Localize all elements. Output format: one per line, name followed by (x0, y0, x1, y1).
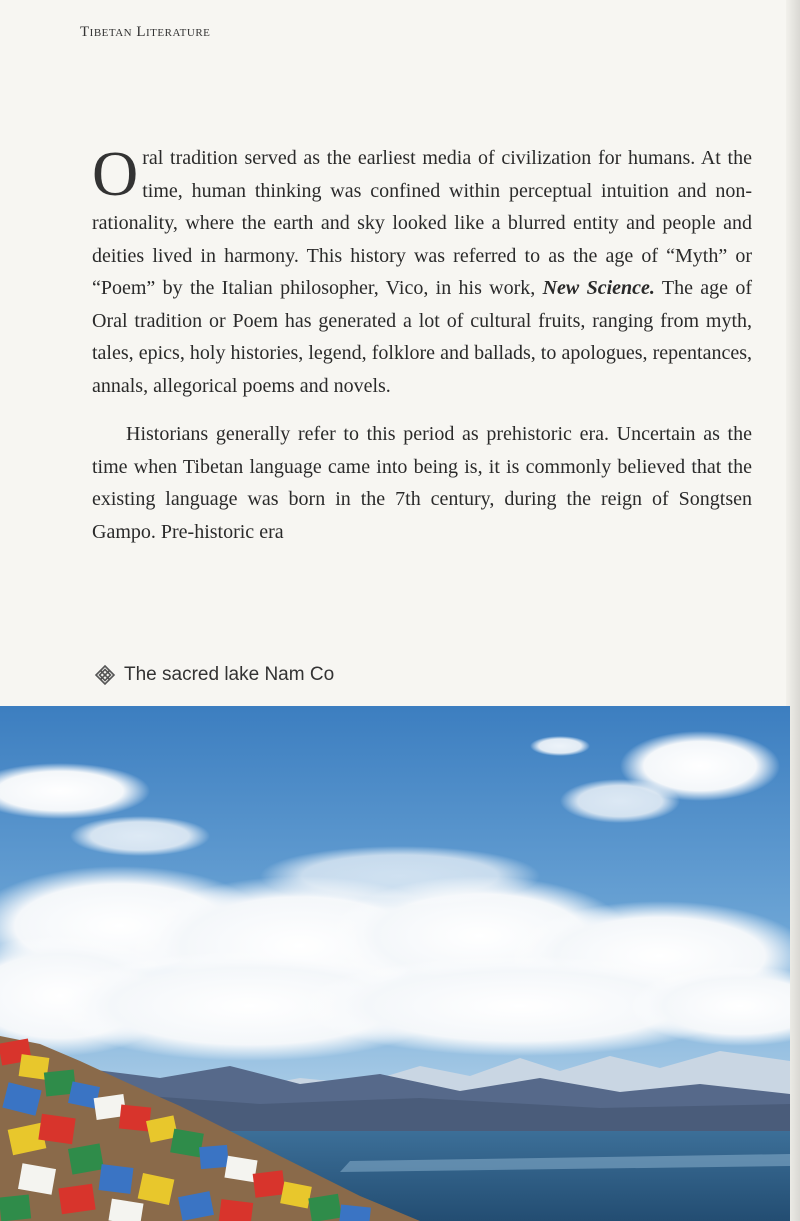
body-text (92, 138, 752, 548)
paragraph-2: Historians generally refer to this period as prehistoric era. Uncertain as the time when Tibetan language came into being is, it is commonly believed that the existing language was born in the 7th century, during the reign of Songtsen Gampo. Pre-historic era (92, 423, 752, 543)
paragraph-1-text-b: The age of Oral tradition or Poem has generated a lot of cultural fruits, ranging from myth, tales, epics, holy histories, legend, folklore and ballads, to apologues, repentances, annals, allegorical poems and novels. (92, 277, 752, 397)
paragraph-1 (92, 138, 752, 402)
endless-knot-icon (94, 664, 116, 686)
book-title: New Science. (542, 277, 655, 299)
lake-photo-illustration (0, 706, 790, 1221)
drop-cap: O (92, 138, 139, 209)
photo-nam-co (0, 706, 790, 1221)
figure-caption (94, 664, 334, 686)
paragraph-1-text-a: ral tradition served as the earliest media of civilization for humans. At the time, human thinking was confined within perceptual intuition and non-rationality, where the earth and sky looked like a blurred entity and people and deities lived in harmony. This history was referred to as the age of “Myth” or “Poem” by the Italian philosopher, Vico, in his work, (92, 147, 752, 299)
running-head: Tibetan Literature (80, 24, 211, 40)
caption-text: The sacred lake Nam Co (124, 664, 335, 685)
